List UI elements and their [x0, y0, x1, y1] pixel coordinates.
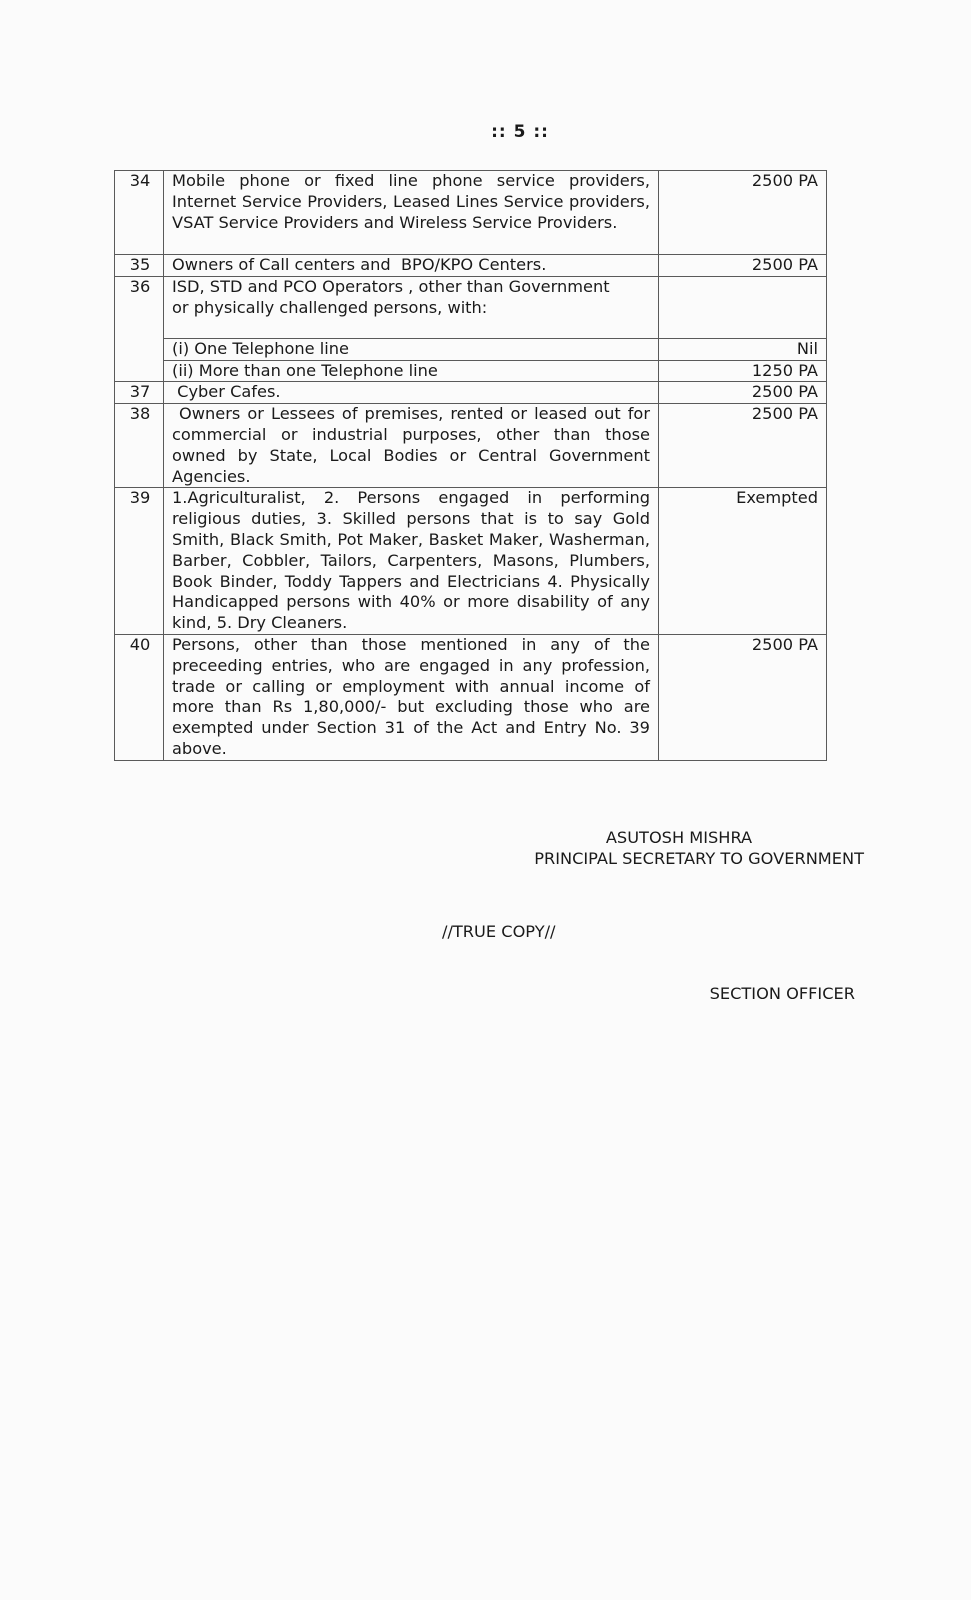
entry-description: Persons, other than those mentioned in any of the preceeding entries, who are engaged in any profession, trade or calling or employment with annual income of more than Rs 1,80,000/- but excluding those who are exempted under Section 31 of the Act and Entry No. 39 above. [164, 634, 659, 760]
entry-number: 35 [115, 255, 164, 277]
entry-number: 34 [115, 171, 164, 255]
entry-description: Owners or Lessees of premises, rented or leased out for commercial or industrial purposes, other than those owned by State, Local Bodies or Central Government Agencies. [164, 404, 659, 488]
page-number: :: 5 :: [491, 122, 549, 142]
entry-rate: 2500 PA [659, 171, 827, 255]
entry-rate: 2500 PA [659, 382, 827, 404]
entry-number: 37 [115, 382, 164, 404]
entry-number: 40 [115, 634, 164, 760]
table-row [115, 255, 827, 277]
entry-rate: 2500 PA [659, 404, 827, 488]
entry-description: Owners of Call centers and BPO/KPO Centers. [164, 255, 659, 277]
entry-rate: 2500 PA [659, 255, 827, 277]
signatory-name: ASUTOSH MISHRA [605, 828, 753, 847]
table-subrow [115, 338, 827, 360]
entry-number: 39 [115, 488, 164, 635]
signatory-title: PRINCIPAL SECRETARY TO GOVERNMENT [534, 849, 864, 868]
table-row [115, 276, 827, 338]
entry-rate [659, 276, 827, 338]
entry-rate: 2500 PA [659, 634, 827, 760]
sub-entry-description: (ii) More than one Telephone line [164, 360, 659, 382]
table-subrow [115, 360, 827, 382]
profession-tax-schedule-table [114, 170, 827, 761]
entry-description: ISD, STD and PCO Operators , other than Government or physically challenged persons, with: [164, 276, 659, 338]
entry-description: Cyber Cafes. [164, 382, 659, 404]
entry-number: 36 [115, 276, 164, 382]
sub-entry-rate: Nil [659, 338, 827, 360]
section-officer-label: SECTION OFFICER [709, 984, 855, 1003]
sub-entry-description: (i) One Telephone line [164, 338, 659, 360]
sub-entry-rate: 1250 PA [659, 360, 827, 382]
table-row [115, 488, 827, 635]
entry-description: 1.Agriculturalist, 2. Persons engaged in performing religious duties, 3. Skilled persons that is to say Gold Smith, Black Smith, Pot Maker, Basket Maker, Washerman, Barber, Cobbler, Tailors, Carpenters, Masons, Plumbers, Book Binder, Toddy Tappers and Electricians 4. Physically Handicapped persons with 40% or more disability of any kind, 5. Dry Cleaners. [164, 488, 659, 635]
table-row [115, 171, 827, 255]
entry-rate: Exempted [659, 488, 827, 635]
table-row [115, 634, 827, 760]
table-row [115, 404, 827, 488]
table-row [115, 382, 827, 404]
entry-description: Mobile phone or fixed line phone service providers, Internet Service Providers, Leased Lines Service providers, VSAT Service Providers and Wireless Service Providers. [164, 171, 659, 255]
entry-number: 38 [115, 404, 164, 488]
true-copy-label: //TRUE COPY// [442, 922, 556, 941]
